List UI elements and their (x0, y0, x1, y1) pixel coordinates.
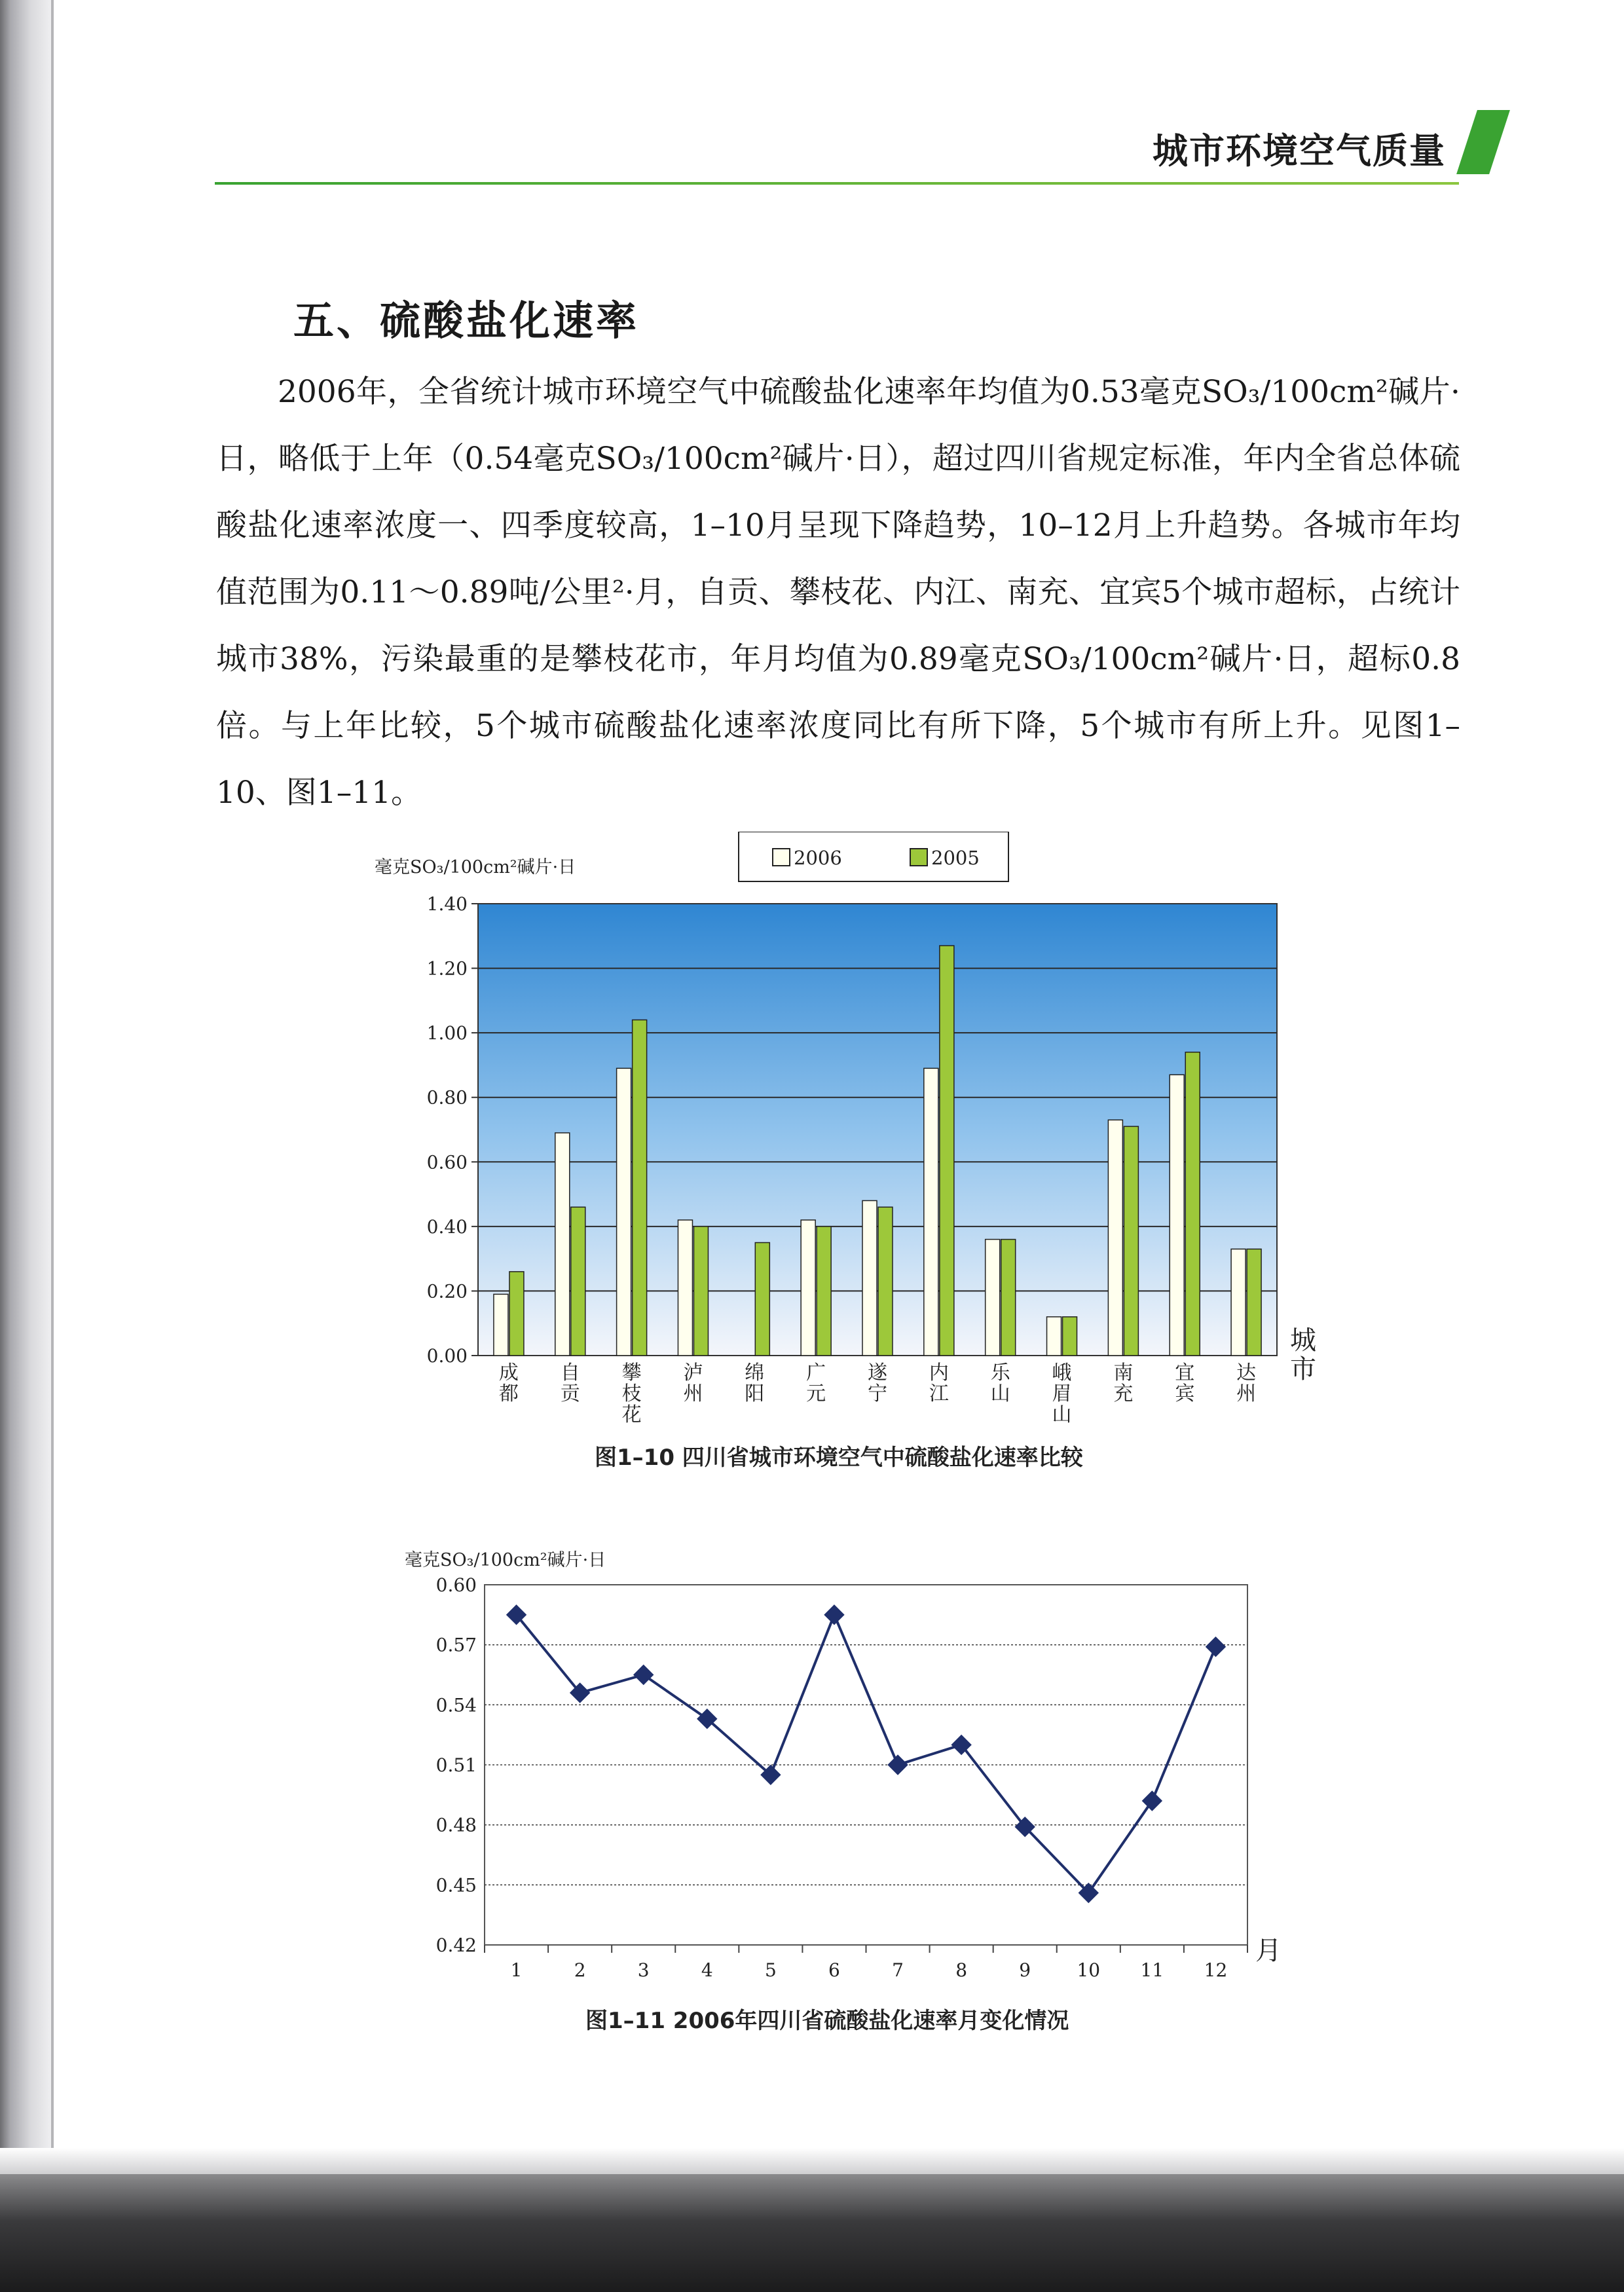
x-tick-char: 自 (560, 1361, 580, 1384)
y-tick-label: 1.40 (426, 893, 468, 915)
x-tick-char: 山 (1052, 1403, 1072, 1426)
bar-2005-成都 (509, 1272, 524, 1356)
x-tick-char: 眉 (1052, 1382, 1072, 1405)
x-tick-label: 1 (510, 1959, 523, 1981)
y-tick-label: 0.40 (426, 1215, 468, 1238)
bar-2006-攀枝花 (617, 1068, 631, 1356)
figure-1-10-caption: 图1–10 四川省城市环境空气中硫酸盐化速率比较 (595, 1445, 1083, 1471)
x-tick-char: 泸 (683, 1361, 703, 1384)
x-tick-char: 绵 (745, 1361, 765, 1384)
x-tick-char: 内 (929, 1361, 949, 1384)
x-tick-label (991, 1361, 1011, 1405)
y-tick-label: 0.57 (435, 1634, 477, 1656)
x-axis-label-char: 城 (1290, 1325, 1316, 1356)
x-tick-label (1236, 1361, 1256, 1405)
section-title: 五、硫酸盐化速率 (293, 297, 640, 344)
bar-2005-宜宾 (1185, 1052, 1200, 1356)
x-tick-char: 枝 (621, 1382, 642, 1405)
x-axis-label-char: 市 (1290, 1354, 1316, 1384)
y-tick-label: 0.80 (426, 1086, 468, 1109)
header-accent-bar (1456, 110, 1510, 174)
x-tick-label: 6 (828, 1959, 840, 1981)
x-axis-label (1290, 1325, 1316, 1384)
x-tick-label: 12 (1204, 1959, 1228, 1981)
x-tick-char: 阳 (745, 1382, 765, 1405)
legend-swatch-2006 (773, 849, 790, 866)
x-tick-char: 宁 (868, 1382, 887, 1405)
plot-area (478, 904, 1277, 1356)
bar-2006-广元 (801, 1220, 815, 1356)
x-tick-char: 南 (1113, 1361, 1134, 1384)
legend-label-2005: 2005 (931, 847, 980, 869)
bar-2005-攀枝花 (633, 1020, 647, 1356)
y-tick-label: 0.20 (426, 1280, 468, 1303)
y-tick-label: 0.51 (435, 1754, 477, 1776)
x-tick-label: 7 (892, 1959, 904, 1981)
bar-2005-广元 (817, 1227, 831, 1356)
legend (739, 832, 1008, 881)
bar-2006-成都 (494, 1294, 508, 1356)
header-rule (215, 182, 1459, 185)
scanner-shadow (0, 2174, 1624, 2292)
x-tick-label: 9 (1019, 1959, 1031, 1981)
x-tick-char: 达 (1236, 1361, 1257, 1384)
bar-2006-南充 (1108, 1120, 1122, 1356)
y-tick-label: 0.60 (435, 1574, 477, 1596)
x-tick-label: 2 (574, 1959, 586, 1981)
x-tick-label (745, 1361, 764, 1405)
bar-2005-达州 (1247, 1249, 1261, 1356)
x-tick-label (929, 1361, 949, 1405)
legend-label-2006: 2006 (794, 847, 842, 869)
bar-2006-泸州 (678, 1220, 692, 1356)
bar-2005-峨眉山 (1063, 1317, 1077, 1356)
x-tick-label (622, 1361, 642, 1426)
x-tick-char: 宜 (1175, 1361, 1195, 1384)
bar-2005-遂宁 (878, 1207, 893, 1356)
figure-1-11-line-chart (393, 1542, 1323, 2001)
bar-2006-自贡 (555, 1133, 570, 1356)
x-tick-label (1113, 1361, 1133, 1405)
spine-edge (51, 0, 54, 2292)
x-axis-label: 月 (1255, 1936, 1282, 1966)
x-tick-char: 贡 (560, 1382, 580, 1405)
bar-2005-自贡 (571, 1207, 585, 1356)
page-bottom-edge (0, 2148, 1624, 2174)
y-tick-label: 1.00 (426, 1022, 468, 1044)
body-text (216, 359, 1460, 826)
bar-2005-南充 (1124, 1126, 1138, 1356)
bar-2006-峨眉山 (1047, 1317, 1061, 1356)
bar-2005-泸州 (693, 1227, 708, 1356)
y-axis-label: 毫克SO₃/100cm²碱片·日 (405, 1550, 606, 1570)
y-tick-label: 0.45 (435, 1874, 477, 1896)
x-tick-char: 宾 (1175, 1382, 1195, 1405)
y-tick-label: 0.48 (435, 1814, 477, 1836)
x-tick-char: 广 (806, 1361, 826, 1384)
bar-2005-内江 (940, 946, 954, 1356)
x-tick-char: 元 (806, 1382, 826, 1405)
x-tick-label (868, 1361, 888, 1405)
paragraph: 2006年，全省统计城市环境空气中硫酸盐化速率年均值为0.53毫克SO₃/100cm²碱片·日，略低于上年（0.54毫克SO₃/100cm²碱片·日），超过四川省规定标准，年内全省总体硫酸盐化速率浓度一、四季度较高，1–10月呈现下降趋势，10–12月上升趋势。各城市年均值范围为0.11～0.89吨/公里²·月，自贡、攀枝花、内江、南充、宜宾5个城市超标，占统计城市38%，污染最重的是攀枝花市，年月均值为0.89毫克SO₃/100cm²碱片·日，超标0.8倍。与上年比较，5个城市硫酸盐化速率浓度同比有所下降，5个城市有所上升。见图1–10、图1–11。 (216, 374, 1460, 811)
x-tick-label: 11 (1140, 1959, 1164, 1981)
x-tick-label (499, 1361, 519, 1405)
x-tick-label: 8 (955, 1959, 968, 1981)
x-tick-char: 花 (621, 1403, 642, 1426)
x-tick-char: 乐 (990, 1361, 1010, 1384)
x-tick-label: 3 (637, 1959, 650, 1981)
y-tick-label: 0.42 (435, 1934, 477, 1956)
x-tick-char: 充 (1113, 1382, 1134, 1405)
figure-1-11-caption: 图1–11 2006年四川省硫酸盐化速率月变化情况 (585, 2008, 1069, 2034)
x-tick-char: 峨 (1052, 1361, 1072, 1384)
bar-2006-达州 (1231, 1249, 1246, 1356)
x-tick-label (561, 1361, 581, 1405)
x-tick-char: 攀 (621, 1361, 642, 1384)
x-tick-label (806, 1361, 826, 1405)
bar-2006-乐山 (986, 1240, 1000, 1356)
x-tick-label: 5 (764, 1959, 777, 1981)
book-spine-shadow (0, 0, 51, 2292)
x-tick-char: 江 (929, 1382, 949, 1405)
x-tick-char: 都 (498, 1382, 519, 1405)
x-tick-char: 成 (498, 1361, 519, 1384)
x-tick-char: 遂 (868, 1361, 887, 1384)
x-tick-char: 州 (1236, 1382, 1257, 1405)
legend-swatch-2005 (910, 849, 927, 866)
y-tick-label: 1.20 (426, 957, 468, 980)
running-header: 城市环境空气质量 (1153, 130, 1446, 172)
bar-2005-绵阳 (755, 1243, 769, 1356)
y-axis-label: 毫克SO₃/100cm²碱片·日 (375, 857, 576, 878)
bar-2006-内江 (924, 1068, 938, 1356)
x-tick-label (683, 1361, 703, 1405)
x-tick-label (1052, 1361, 1072, 1426)
y-tick-label: 0.60 (426, 1151, 468, 1174)
x-tick-char: 山 (990, 1382, 1010, 1405)
x-tick-char: 州 (683, 1382, 703, 1405)
x-tick-label: 4 (701, 1959, 713, 1981)
bar-2005-乐山 (1001, 1240, 1016, 1356)
y-tick-label: 0.00 (426, 1345, 468, 1367)
bar-2006-遂宁 (862, 1200, 877, 1356)
figure-1-10-bar-chart (367, 832, 1336, 1447)
x-tick-label: 10 (1077, 1959, 1101, 1981)
y-tick-label: 0.54 (435, 1694, 477, 1716)
x-tick-label (1175, 1361, 1194, 1405)
bar-2006-宜宾 (1170, 1075, 1184, 1356)
